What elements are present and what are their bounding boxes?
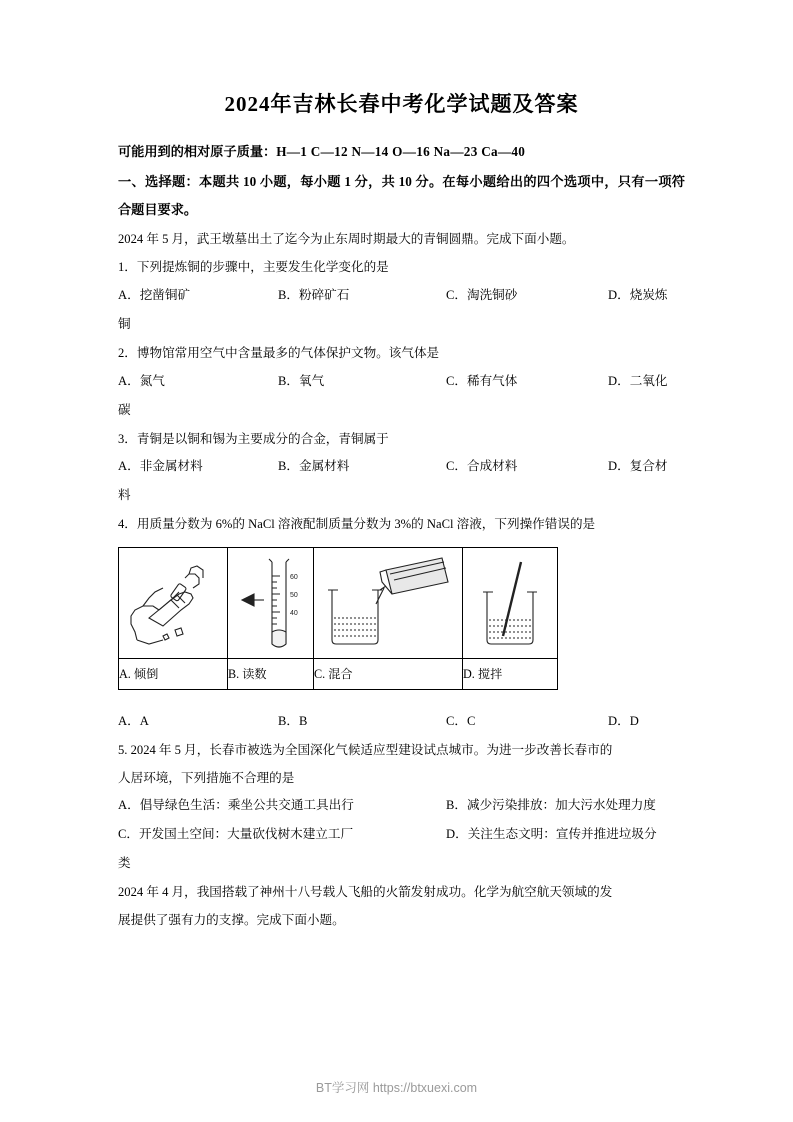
figure-label-b: B. 读数 xyxy=(228,658,314,689)
option-b[interactable]: B．减少污染排放：加大污水处理力度 xyxy=(446,798,656,813)
option-c[interactable]: C．淘洗铜砂 xyxy=(446,287,518,302)
question-4-stem: 4．用质量分数为 6%的 NaCl 溶液配制质量分数为 3%的 NaCl 溶液，下列操作错误的是 xyxy=(118,517,596,532)
atomic-mass-line xyxy=(118,138,685,166)
option-c[interactable]: C．合成材料 xyxy=(446,459,518,474)
section-one-heading: 一、选择题：本题共 10 小题，每小题 1 分，共 10 分。在每小题给出的四个选项中，只有一项符合题目要求。 xyxy=(118,173,685,218)
option-d-wrap: 碳 xyxy=(118,402,131,417)
beaker-pour-icon xyxy=(314,548,462,658)
question-5-stem: 5. 2024 年 5 月，长春市被选为全国深化气候适应型建设试点城市。为进一步改善长春市的 xyxy=(118,742,613,757)
mixing-illustration xyxy=(314,548,462,658)
reading-illustration xyxy=(228,548,313,658)
intro-paragraph-2-line1: 2024 年 4 月，我国搭载了神州十八号载人飞船的火箭发射成功。化学为航空航天领域的发 xyxy=(118,885,613,900)
svg-text:50: 50 xyxy=(290,591,298,599)
option-b[interactable]: B．金属材料 xyxy=(278,459,350,474)
option-d[interactable]: D．复合材 xyxy=(608,459,668,474)
pouring-illustration xyxy=(119,548,227,658)
svg-text:60: 60 xyxy=(290,573,298,581)
option-d-wrap: 类 xyxy=(118,856,131,871)
option-row-2 xyxy=(118,821,685,850)
atomic-mass-values: H—1 C—12 N—14 O—16 Na—23 Ca—40 xyxy=(276,144,526,159)
experiment-figure-table xyxy=(118,547,558,690)
option-d-wrap: 料 xyxy=(118,488,131,503)
option-a[interactable]: A．倡导绿色生活：乘坐公共交通工具出行 xyxy=(118,798,354,813)
question-5-options xyxy=(118,792,685,879)
option-a[interactable]: A．挖凿铜矿 xyxy=(118,287,191,302)
question-5-stem-line2: 人居环境，下列措施不合理的是 xyxy=(118,770,295,785)
option-d[interactable]: D．关注生态文明：宣传并推进垃圾分 xyxy=(446,827,657,842)
figure-label-c: C. 混合 xyxy=(314,658,463,689)
figure-label-a: A. 倾倒 xyxy=(119,658,228,689)
question-1-options xyxy=(118,282,685,340)
option-b[interactable]: B．粉碎矿石 xyxy=(278,287,350,302)
question-2-options xyxy=(118,368,685,426)
intro-paragraph-1: 2024 年 5 月，武王墩墓出土了迄今为止东周时期最大的青铜圆鼎。完成下面小题。 xyxy=(118,232,575,247)
option-d-wrap: 铜 xyxy=(118,316,131,331)
option-c[interactable]: C．稀有气体 xyxy=(446,373,518,388)
question-1-stem: 1．下列提炼铜的步骤中，主要发生化学变化的是 xyxy=(118,260,389,275)
question-3-stem: 3．青铜是以铜和锡为主要成分的合金，青铜属于 xyxy=(118,431,389,446)
figure-cell-pour xyxy=(119,547,228,658)
figure-label-d: D. 搅拌 xyxy=(463,658,558,689)
question-2-stem: 2．博物馆常用空气中含量最多的气体保护文物。该气体是 xyxy=(118,345,440,360)
figure-label-row xyxy=(119,658,558,689)
option-a[interactable]: A．非金属材料 xyxy=(118,459,203,474)
question-4-options xyxy=(118,708,685,737)
question-3-options xyxy=(118,453,685,511)
option-b[interactable]: B．B xyxy=(278,713,308,728)
figure-row xyxy=(119,547,558,658)
page-footer: BT学习网 https://btxuexi.com xyxy=(315,1081,478,1095)
option-d[interactable]: D．二氧化 xyxy=(608,373,668,388)
stir-rod-beaker-icon xyxy=(463,548,557,658)
pour-icon xyxy=(119,548,227,658)
figure-cell-mix xyxy=(314,547,463,658)
option-row-1 xyxy=(118,792,685,821)
graduated-cylinder-icon xyxy=(228,548,313,658)
stirring-illustration xyxy=(463,548,557,658)
atomic-mass-label: 可能用到的相对原子质量： xyxy=(118,144,277,159)
option-c[interactable]: C．C xyxy=(446,713,476,728)
figure-cell-stir xyxy=(463,547,558,658)
option-d[interactable]: D．烧炭炼 xyxy=(608,287,668,302)
option-a[interactable]: A．A xyxy=(118,713,149,728)
option-c[interactable]: C．开发国土空间：大量砍伐树木建立工厂 xyxy=(118,827,354,842)
intro-paragraph-2-line2: 展提供了强有力的支撑。完成下面小题。 xyxy=(118,913,345,928)
option-d[interactable]: D．D xyxy=(608,713,639,728)
option-b[interactable]: B．氧气 xyxy=(278,373,325,388)
page-title: 2024年吉林长春中考化学试题及答案 xyxy=(224,92,579,116)
option-row-3 xyxy=(118,850,685,879)
option-a[interactable]: A．氮气 xyxy=(118,373,165,388)
figure-cell-read xyxy=(228,547,314,658)
svg-text:40: 40 xyxy=(290,609,298,617)
